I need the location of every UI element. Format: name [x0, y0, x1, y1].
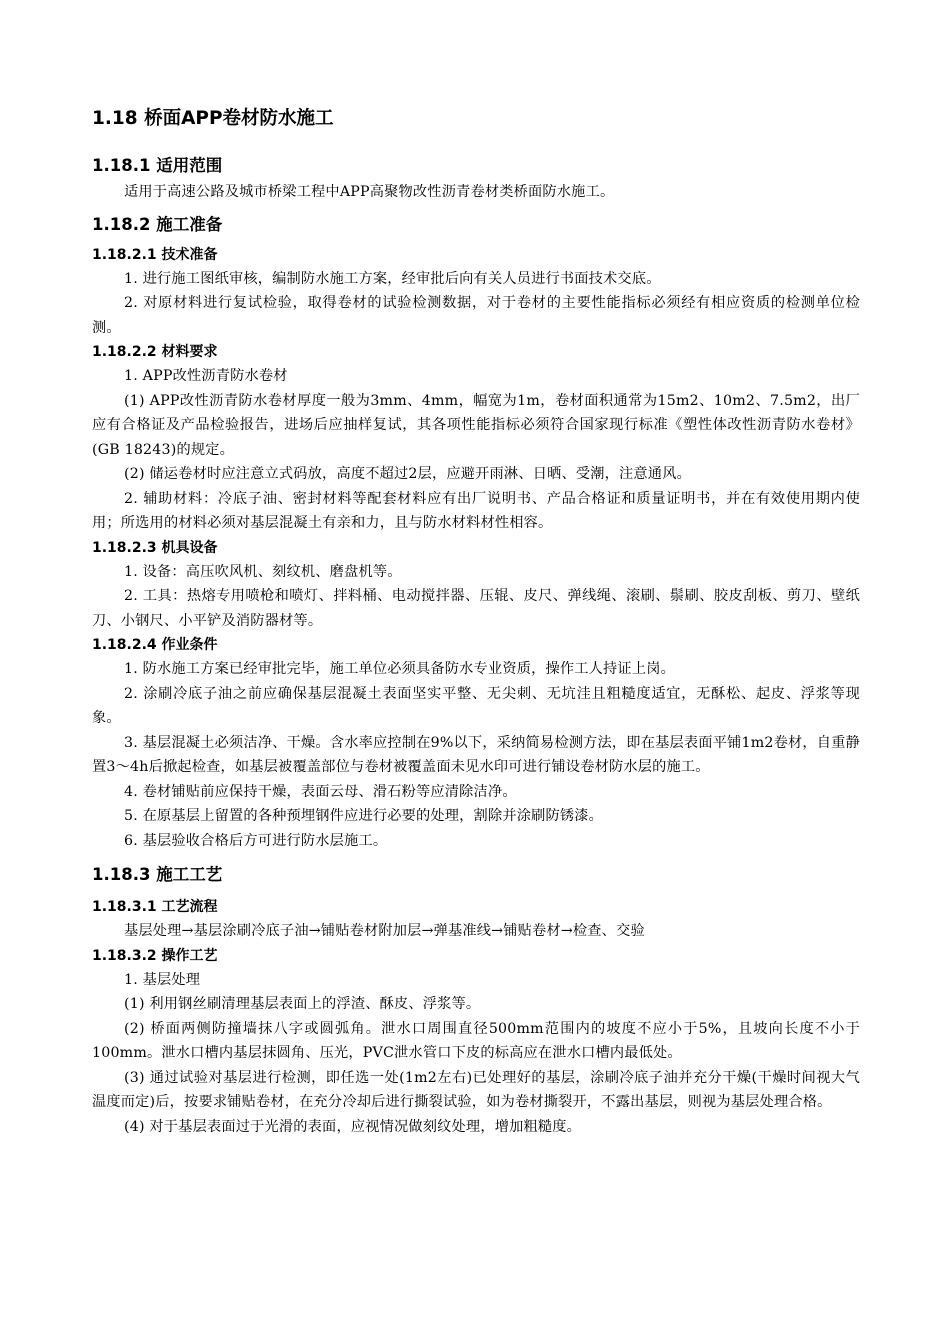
heading-work-conditions: 1.18.2.4 作业条件 — [92, 637, 218, 653]
paragraph: (2) 储运卷材时应注意立式码放，高度不超过2层，应避开雨淋、日晒、受潮，注意通风。 — [124, 466, 691, 482]
paragraph: 1. 基层处理 — [124, 971, 201, 988]
paragraph: (3) 通过试验对基层进行检测，即任选一处(1m2左右)已处理好的基层，涂刷冷底子油并充分干燥(干燥时间视大气温度而定)后，按要求铺贴卷材，在充分冷却后进行撕裂试验，如为卷材撕裂开，不露出基层，则视为基层处理合格。 — [92, 1069, 860, 1110]
heading-material-requirements: 1.18.2.2 材料要求 — [92, 344, 218, 360]
paragraph: 2. 工具：热熔专用喷枪和喷灯、拌料桶、电动搅拌器、压辊、皮尺、弹线绳、滚刷、鬃刷、胶皮刮板、剪刀、壁纸刀、小钢尺、小平铲及消防器材等。 — [92, 588, 860, 629]
paragraph: 2. 涂刷冷底子油之前应确保基层混凝土表面坚实平整、无尖刺、无坑洼且粗糙度适宜，无酥松、起皮、浮浆等现象。 — [92, 685, 860, 726]
paragraph: 6. 基层验收合格后方可进行防水层施工。 — [124, 832, 388, 849]
paragraph: 1. 进行施工图纸审核，编制防水施工方案，经审批后向有关人员进行书面技术交底。 — [124, 270, 661, 287]
paragraph: 1. 防水施工方案已经审批完毕，施工单位必须具备防水专业资质，操作工人持证上岗。 — [124, 661, 675, 677]
paragraph: (1) APP改性沥青防水卷材厚度一般为3mm、4mm，幅宽为1m，卷材面积通常为15m2、10m2、7.5m2，出厂应有合格证及产品检验报告，进场后应抽样复试，其各项性能指标必须符合国家现行标准《塑性体改性沥青防水卷材》(GB 18243)的规定。 — [92, 392, 860, 458]
paragraph: 2. 辅助材料：冷底子油、密封材料等配套材料应有出厂说明书、产品合格证和质量证明书，并在有效使用期内使用；所选用的材料必须对基层混凝土有亲和力，且与防水材料材性相容。 — [92, 490, 860, 531]
paragraph: 3. 基层混凝土必须洁净、干燥。含水率应控制在9%以下，采纳简易检测方法，即在基层表面平铺1m2卷材，自重静置3～4h后掀起检查，如基层被覆盖部位与卷材被覆盖面未见水印可进行铺设卷材防水层的施工。 — [92, 734, 860, 775]
paragraph: 2. 对原材料进行复试检验，取得卷材的试验检测数据，对于卷材的主要性能指标必须经有相应资质的检测单位检测。 — [92, 295, 860, 336]
heading-operation-process: 1.18.3.2 操作工艺 — [92, 947, 218, 964]
paragraph: 4. 卷材铺贴前应保持干燥，表面云母、滑石粉等应清除洁净。 — [124, 783, 517, 800]
paragraph: 适用于高速公路及城市桥梁工程中APP高聚物改性沥青卷材类桥面防水施工。 — [124, 184, 615, 200]
paragraph: 5. 在原基层上留置的各种预埋钢件应进行必要的处理，割除并涂刷防锈漆。 — [124, 808, 604, 824]
paragraph: 基层处理→基层涂刷冷底子油→铺贴卷材附加层→弹基准线→铺贴卷材→检查、交验 — [124, 923, 645, 939]
heading-scope: 1.18.1 适用范围 — [92, 156, 223, 175]
section-title: 1.18 桥面APP卷材防水施工 — [92, 108, 334, 129]
paragraph: (4) 对于基层表面过于光滑的表面，应视情况做刻纹处理，增加粗糙度。 — [124, 1118, 582, 1135]
paragraph: (2) 桥面两侧防撞墙抹八字或圆弧角。泄水口周围直径500mm范围内的坡度不应小于5%，且坡向长度不小于100mm。泄水口槽内基层抹圆角、压光，PVC泄水管口下皮的标高应在泄水口槽内最低处。 — [92, 1020, 860, 1061]
document-body — [92, 100, 860, 1139]
paragraph: 1. 设备：高压吹风机、刻纹机、磨盘机等。 — [124, 563, 402, 580]
heading-equipment: 1.18.2.3 机具设备 — [92, 539, 218, 556]
heading-process-flow: 1.18.3.1 工艺流程 — [92, 899, 218, 915]
paragraph: 1. APP改性沥青防水卷材 — [124, 368, 288, 384]
heading-construction-process: 1.18.3 施工工艺 — [92, 865, 223, 884]
heading-preparation: 1.18.2 施工准备 — [92, 214, 223, 234]
heading-technical-preparation: 1.18.2.1 技术准备 — [92, 246, 218, 263]
paragraph: (1) 利用钢丝刷清理基层表面上的浮渣、酥皮、浮浆等。 — [124, 996, 481, 1012]
